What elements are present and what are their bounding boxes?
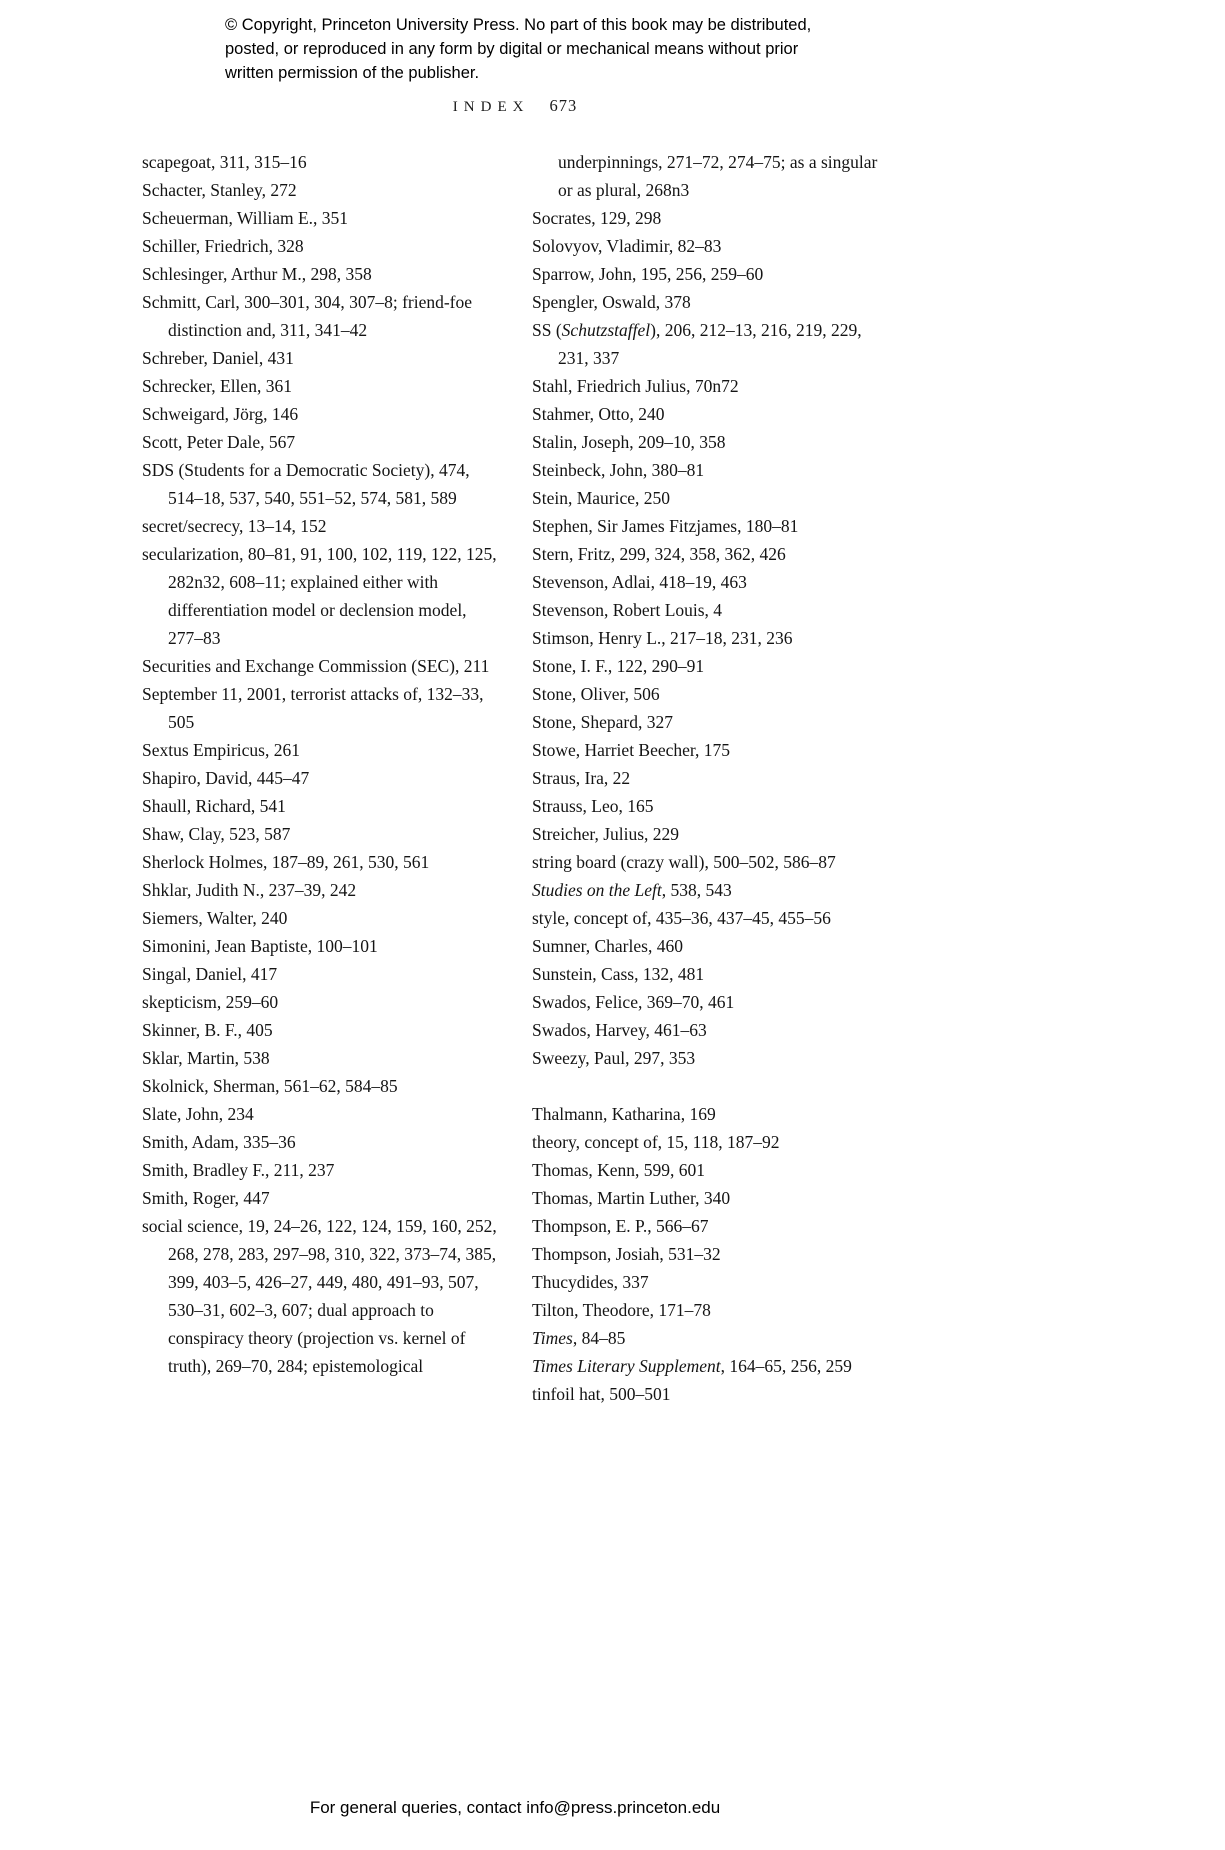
index-column-left xyxy=(142,148,498,1408)
index-entry xyxy=(532,260,888,288)
index-entry-text: Thalmann, Katharina, 169 xyxy=(532,1104,716,1124)
index-entry xyxy=(532,932,888,960)
index-entry xyxy=(532,1156,888,1184)
index-entry-text: secularization, 80–81, 91, 100, 102, 119, 122, 125, 282n32, 608–11; explained either with differentiation model or declension model, 277–83 xyxy=(142,544,497,648)
index-entry-text: Straus, Ira, 22 xyxy=(532,768,631,788)
index-entry-text: style, concept of, 435–36, 437–45, 455–56 xyxy=(532,908,831,928)
index-entry xyxy=(532,960,888,988)
index-entry xyxy=(532,1324,888,1352)
index-entry-text: Tilton, Theodore, 171–78 xyxy=(532,1300,711,1320)
index-entry-text: , 538, 543 xyxy=(661,880,732,900)
index-entry-text: Stimson, Henry L., 217–18, 231, 236 xyxy=(532,628,793,648)
index-entry xyxy=(142,232,498,260)
index-entry-text: Slate, John, 234 xyxy=(142,1104,254,1124)
index-entry-text: Thompson, Josiah, 531–32 xyxy=(532,1244,721,1264)
index-entry-text: Schmitt, Carl, 300–301, 304, 307–8; friend-foe distinction and, 311, 341–42 xyxy=(142,292,473,340)
index-entry xyxy=(142,372,498,400)
index-entry-text: Sweezy, Paul, 297, 353 xyxy=(532,1048,696,1068)
index-entry xyxy=(532,904,888,932)
index-entry-text: Thomas, Martin Luther, 340 xyxy=(532,1188,731,1208)
index-entry xyxy=(142,960,498,988)
index-entry-italic-text: Times xyxy=(532,1328,573,1348)
index-entry-text: Shaw, Clay, 523, 587 xyxy=(142,824,291,844)
page-header xyxy=(142,96,888,116)
index-entry-text: Sextus Empiricus, 261 xyxy=(142,740,300,760)
index-entry xyxy=(532,568,888,596)
index-entry xyxy=(142,428,498,456)
index-entry xyxy=(142,932,498,960)
index-entry-text: Stowe, Harriet Beecher, 175 xyxy=(532,740,731,760)
index-entry-text: Simonini, Jean Baptiste, 100–101 xyxy=(142,936,378,956)
index-entry xyxy=(142,288,498,344)
index-entry-text: Strauss, Leo, 165 xyxy=(532,796,654,816)
index-entry xyxy=(532,988,888,1016)
index-entry-text: September 11, 2001, terrorist attacks of, 132–33, 505 xyxy=(142,684,484,732)
index-entry-text: skepticism, 259–60 xyxy=(142,992,279,1012)
index-entry xyxy=(532,848,888,876)
copyright-notice: © Copyright, Princeton University Press. No part of this book may be distributed, posted, or reproduced in any form by digital or mechanical means without prior written permission of the publisher. xyxy=(225,16,812,82)
index-entry xyxy=(532,512,888,540)
index-entry-text: Steinbeck, John, 380–81 xyxy=(532,460,705,480)
index-entry xyxy=(142,1156,498,1184)
index-entry-text: Stahmer, Otto, 240 xyxy=(532,404,665,424)
index-columns xyxy=(142,148,888,1408)
index-entry-text: social science, 19, 24–26, 122, 124, 159, 160, 252, 268, 278, 283, 297–98, 310, 322, 373–74, 385, 399, 403–5, 426–27, 449, 480, 491–93, 507, 530–31, 602–3, 607; dual approach to conspiracy theory (projection vs. kernel of truth), 269–70, 284; epistemological xyxy=(142,1216,497,1376)
index-entry-text: Smith, Roger, 447 xyxy=(142,1188,270,1208)
index-entry xyxy=(532,1240,888,1268)
index-entry-text: Stevenson, Robert Louis, 4 xyxy=(532,600,723,620)
index-entry-text: ), 206, 212–13, 216, 219, 229, 231, 337 xyxy=(558,320,862,368)
index-entry-text: Socrates, 129, 298 xyxy=(532,208,662,228)
index-entry xyxy=(532,1380,888,1408)
index-entry xyxy=(142,680,498,736)
index-entry-text: Schiller, Friedrich, 328 xyxy=(142,236,304,256)
index-entry xyxy=(532,736,888,764)
index-entry xyxy=(142,260,498,288)
index-entry-text: Solovyov, Vladimir, 82–83 xyxy=(532,236,722,256)
index-entry xyxy=(532,204,888,232)
index-entry xyxy=(532,1212,888,1240)
index-entry-text: Stein, Maurice, 250 xyxy=(532,488,671,508)
index-entry-text: Skolnick, Sherman, 561–62, 584–85 xyxy=(142,1076,398,1096)
index-entry xyxy=(532,764,888,792)
index-entry-text: Shapiro, David, 445–47 xyxy=(142,768,310,788)
index-entry-text: , 84–85 xyxy=(572,1328,626,1348)
index-entry xyxy=(142,1184,498,1212)
index-entry xyxy=(142,848,498,876)
index-entry-text: Streicher, Julius, 229 xyxy=(532,824,680,844)
index-entry xyxy=(142,792,498,820)
index-entry xyxy=(532,400,888,428)
index-entry-text: tinfoil hat, 500–501 xyxy=(532,1384,671,1404)
index-entry-text: Schweigard, Jörg, 146 xyxy=(142,404,299,424)
index-entry-text: Schrecker, Ellen, 361 xyxy=(142,376,292,396)
index-entry xyxy=(142,400,498,428)
index-entry xyxy=(142,988,498,1016)
index-entry xyxy=(142,512,498,540)
index-entry-italic-text: Times Literary Supplement xyxy=(532,1356,721,1376)
index-entry xyxy=(532,624,888,652)
index-entry xyxy=(532,148,888,204)
index-column-right xyxy=(532,148,888,1408)
index-entry xyxy=(532,316,888,372)
index-entry xyxy=(532,596,888,624)
index-entry-text: SDS (Students for a Democratic Society), 474, 514–18, 537, 540, 551–52, 574, 581, 589 xyxy=(142,460,470,508)
index-entry xyxy=(532,1100,888,1128)
index-entry-text: Schacter, Stanley, 272 xyxy=(142,180,297,200)
index-entry xyxy=(532,820,888,848)
index-entry-text: SS ( xyxy=(532,320,562,340)
index-entry xyxy=(532,680,888,708)
index-entry xyxy=(142,904,498,932)
index-entry xyxy=(532,876,888,904)
index-entry xyxy=(532,1352,888,1380)
index-entry xyxy=(142,1044,498,1072)
index-entry xyxy=(532,1128,888,1156)
index-entry xyxy=(142,1072,498,1100)
index-entry xyxy=(532,792,888,820)
index-entry-text: Skinner, B. F., 405 xyxy=(142,1020,273,1040)
index-entry xyxy=(142,764,498,792)
index-entry-italic-text: Studies on the Left xyxy=(532,880,662,900)
index-entry xyxy=(532,652,888,680)
index-entry xyxy=(532,456,888,484)
index-entry-text: Sumner, Charles, 460 xyxy=(532,936,683,956)
index-entry xyxy=(532,288,888,316)
index-entry-text: underpinnings, 271–72, 274–75; as a singular or as plural, 268n3 xyxy=(558,152,878,200)
page-number: 673 xyxy=(549,96,578,115)
footer-queries: For general queries, contact info@press.princeton.edu xyxy=(309,1798,721,1817)
index-entry-text: Smith, Adam, 335–36 xyxy=(142,1132,296,1152)
index-entry-text: Smith, Bradley F., 211, 237 xyxy=(142,1160,335,1180)
index-entry-text: Stalin, Joseph, 209–10, 358 xyxy=(532,432,726,452)
index-entry-text: Stone, Oliver, 506 xyxy=(532,684,660,704)
index-entry-text: Thompson, E. P., 566–67 xyxy=(532,1216,709,1236)
index-entry xyxy=(142,176,498,204)
index-entry xyxy=(142,876,498,904)
index-entry-text: Siemers, Walter, 240 xyxy=(142,908,288,928)
index-entry xyxy=(532,1268,888,1296)
index-entry xyxy=(142,820,498,848)
index-entry xyxy=(142,1016,498,1044)
index-entry-text: Stephen, Sir James Fitzjames, 180–81 xyxy=(532,516,799,536)
index-entry xyxy=(532,1016,888,1044)
index-entry-text: Stone, I. F., 122, 290–91 xyxy=(532,656,705,676)
index-entry xyxy=(142,652,498,680)
index-entry-text: Stern, Fritz, 299, 324, 358, 362, 426 xyxy=(532,544,786,564)
index-entry xyxy=(532,428,888,456)
index-entry-text: Scott, Peter Dale, 567 xyxy=(142,432,296,452)
index-entry xyxy=(142,344,498,372)
index-entry xyxy=(532,484,888,512)
index-entry-text: , 164–65, 256, 259 xyxy=(720,1356,852,1376)
index-entry xyxy=(532,1044,888,1072)
index-entry xyxy=(142,1100,498,1128)
index-entry xyxy=(142,736,498,764)
index-entry xyxy=(142,540,498,652)
index-entry-text: Thomas, Kenn, 599, 601 xyxy=(532,1160,706,1180)
index-entry-text: Sherlock Holmes, 187–89, 261, 530, 561 xyxy=(142,852,430,872)
index-entry xyxy=(142,456,498,512)
index-entry-text: secret/secrecy, 13–14, 152 xyxy=(142,516,327,536)
index-entry-text: theory, concept of, 15, 118, 187–92 xyxy=(532,1132,780,1152)
index-entry-text: Singal, Daniel, 417 xyxy=(142,964,278,984)
index-entry-text: Scheuerman, William E., 351 xyxy=(142,208,349,228)
index-entry-text: Swados, Harvey, 461–63 xyxy=(532,1020,707,1040)
index-entry xyxy=(532,232,888,260)
index-entry-text: Stahl, Friedrich Julius, 70n72 xyxy=(532,376,739,396)
index-entry xyxy=(142,1212,498,1380)
index-title: INDEX xyxy=(452,99,530,115)
index-entry xyxy=(532,708,888,736)
index-entry-text: scapegoat, 311, 315–16 xyxy=(142,152,307,172)
index-entry-text: Shklar, Judith N., 237–39, 242 xyxy=(142,880,357,900)
index-entry-text: Stevenson, Adlai, 418–19, 463 xyxy=(532,572,747,592)
index-entry-text: Sklar, Martin, 538 xyxy=(142,1048,270,1068)
index-entry-text: Spengler, Oswald, 378 xyxy=(532,292,691,312)
index-entry xyxy=(532,372,888,400)
index-entry-text: Shaull, Richard, 541 xyxy=(142,796,286,816)
index-entry xyxy=(532,1296,888,1324)
index-entry-text: Securities and Exchange Commission (SEC), 211 xyxy=(142,656,490,676)
index-entry xyxy=(532,540,888,568)
index-entry xyxy=(142,148,498,176)
index-entry xyxy=(532,1184,888,1212)
index-entry-text: Schreber, Daniel, 431 xyxy=(142,348,294,368)
index-entry-text: Sparrow, John, 195, 256, 259–60 xyxy=(532,264,764,284)
index-entry-text: Thucydides, 337 xyxy=(532,1272,649,1292)
index-entry xyxy=(142,1128,498,1156)
index-entry-text: Swados, Felice, 369–70, 461 xyxy=(532,992,735,1012)
index-entry-text: string board (crazy wall), 500–502, 586–87 xyxy=(532,852,836,872)
index-entry-italic-text: Schutzstaffel xyxy=(561,320,651,340)
index-entry-text: Schlesinger, Arthur M., 298, 358 xyxy=(142,264,372,284)
index-entry-text: Sunstein, Cass, 132, 481 xyxy=(532,964,705,984)
index-entry xyxy=(142,204,498,232)
index-entry-text: Stone, Shepard, 327 xyxy=(532,712,673,732)
